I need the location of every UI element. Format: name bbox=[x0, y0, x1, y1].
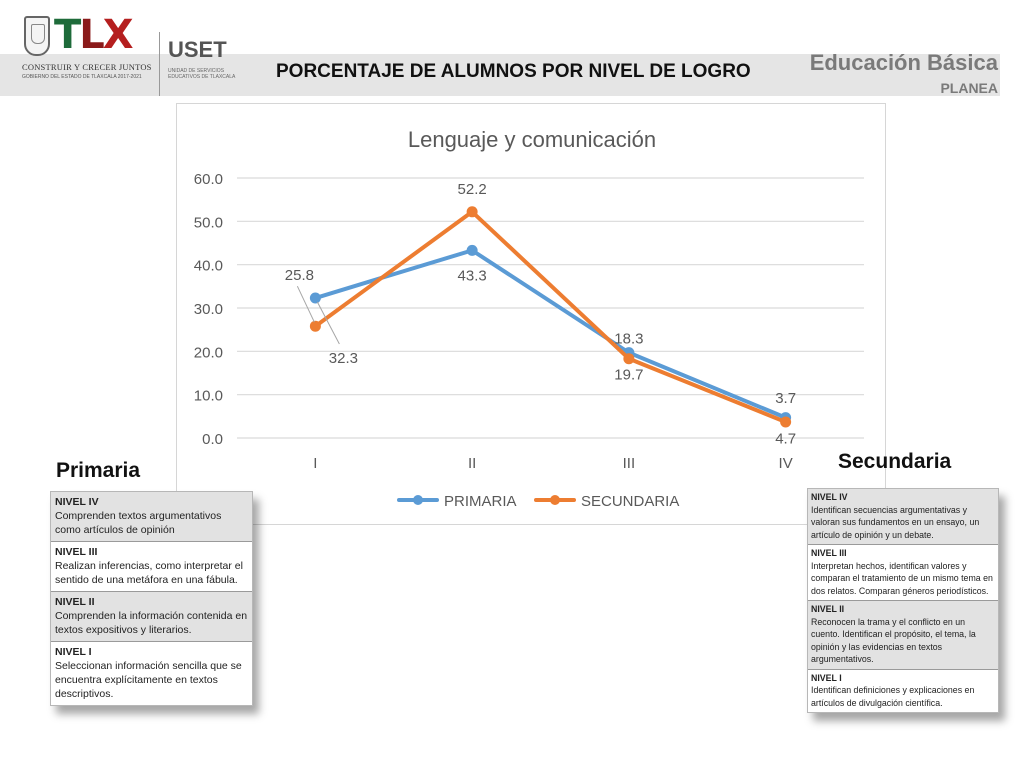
section-title: Educación Básica bbox=[809, 50, 998, 75]
level-title: NIVEL III bbox=[55, 546, 98, 558]
data-label-primaria: 43.3 bbox=[457, 267, 487, 285]
primaria-level-4 bbox=[51, 492, 252, 542]
y-tick-label: 10.0 bbox=[193, 387, 223, 405]
legend-marker bbox=[413, 495, 423, 505]
x-tick-label: IV bbox=[778, 455, 793, 472]
level-title: NIVEL I bbox=[811, 672, 842, 683]
y-tick-label: 50.0 bbox=[193, 214, 223, 232]
level-description: Comprenden la información contenida en textos expositivos y literarios. bbox=[55, 610, 248, 636]
data-label-primaria: 4.7 bbox=[775, 430, 797, 448]
secundaria-level-4 bbox=[808, 489, 998, 545]
secundaria-level-2 bbox=[808, 601, 998, 670]
data-label-secundaria: 52.2 bbox=[457, 180, 487, 198]
level-description: Comprenden textos argumentativos como artículos de opinión bbox=[55, 510, 222, 536]
data-point-secundaria bbox=[310, 321, 321, 332]
level-description: Realizan inferencias, como interpretar el sentido de una metáfora en una fábula. bbox=[55, 560, 243, 586]
level-description: Reconocen la trama y el conflicto en un cuento. Identifican el propósito, el tema, la opinión y las evidencias en textos argumentativos. bbox=[811, 616, 976, 664]
legend-label: PRIMARIA bbox=[444, 493, 517, 510]
leader-line bbox=[297, 286, 314, 322]
tlx-logo-text: TLX bbox=[54, 12, 132, 58]
level-description: Identifican secuencias argumentativas y valoran sus fundamentos en un ensayo, un artículo de opinión y un debate. bbox=[811, 504, 980, 540]
primaria-level-2 bbox=[51, 592, 252, 642]
data-label-secundaria: 3.7 bbox=[775, 389, 797, 407]
logo-government: GOBIERNO DEL ESTADO DE TLAXCALA 2017-2021 bbox=[22, 74, 142, 80]
chart-title: Lenguaje y comunicación bbox=[407, 127, 657, 152]
level-description: Interpretan hechos, identifican valores y comparan el tratamiento de un mismo tema en dos relatos. Comparan géneros periodísticos. bbox=[811, 560, 993, 596]
data-point-primaria bbox=[310, 293, 321, 304]
data-point-primaria bbox=[467, 245, 478, 256]
logo-motto: CONSTRUIR Y CRECER JUNTOS bbox=[22, 62, 152, 72]
legend-marker bbox=[550, 495, 560, 505]
y-tick-label: 0.0 bbox=[202, 431, 223, 448]
data-label-secundaria: 18.3 bbox=[614, 330, 644, 348]
shield-icon bbox=[24, 16, 50, 56]
y-tick-label: 60.0 bbox=[193, 171, 223, 188]
primaria-label: Primaria bbox=[56, 459, 141, 482]
data-point-secundaria bbox=[780, 416, 791, 427]
uset-logo: USET bbox=[168, 37, 227, 62]
primaria-levels-table bbox=[50, 491, 253, 706]
primaria-level-3 bbox=[51, 542, 252, 592]
level-title: NIVEL II bbox=[811, 604, 845, 614]
secundaria-levels-table bbox=[807, 488, 999, 713]
y-tick-label: 30.0 bbox=[193, 301, 223, 318]
logo-divider bbox=[159, 32, 160, 96]
level-description: Identifican definiciones y explicaciones en artículos de divulgación científica. bbox=[811, 685, 975, 708]
uset-logo-subtitle: UNIDAD DE SERVICIOS EDUCATIVOS DE TLAXCALA bbox=[168, 68, 236, 80]
data-label-primaria: 19.7 bbox=[614, 366, 644, 384]
level-title: NIVEL IV bbox=[811, 492, 848, 502]
tlaxcala-logo bbox=[22, 12, 236, 86]
level-title: NIVEL II bbox=[55, 596, 95, 608]
y-tick-label: 20.0 bbox=[193, 344, 223, 362]
secundaria-level-3 bbox=[808, 545, 998, 601]
data-point-secundaria bbox=[623, 353, 634, 364]
data-label-primaria: 32.3 bbox=[328, 350, 358, 368]
y-tick-label: 40.0 bbox=[193, 257, 223, 275]
data-label-secundaria: 25.8 bbox=[284, 267, 314, 285]
section-subtitle: PLANEA bbox=[940, 80, 998, 96]
secundaria-label: Secundaria bbox=[838, 450, 952, 473]
level-title: NIVEL IV bbox=[55, 496, 99, 508]
level-title: NIVEL I bbox=[55, 646, 92, 658]
level-title: NIVEL III bbox=[811, 548, 847, 558]
chart-svg bbox=[177, 104, 887, 526]
x-tick-label: II bbox=[467, 455, 477, 472]
data-point-secundaria bbox=[467, 206, 478, 217]
page-title: PORCENTAJE DE ALUMNOS POR NIVEL DE LOGRO bbox=[276, 61, 751, 82]
primaria-level-1 bbox=[51, 642, 252, 705]
line-chart bbox=[176, 103, 886, 525]
secundaria-level-1 bbox=[808, 670, 998, 713]
level-description: Seleccionan información sencilla que se encuentra explícitamente en textos descriptivos. bbox=[55, 660, 242, 700]
x-tick-label: I bbox=[313, 455, 318, 472]
legend-label: SECUNDARIA bbox=[581, 493, 680, 510]
x-tick-label: III bbox=[622, 455, 636, 472]
